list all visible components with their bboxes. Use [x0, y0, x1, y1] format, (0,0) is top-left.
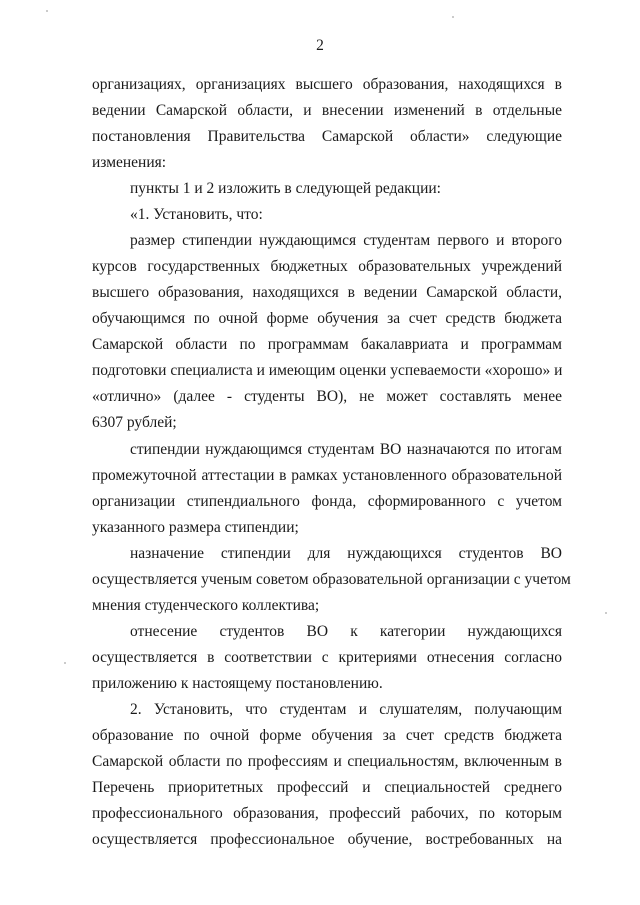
text-line: изменения: — [92, 154, 167, 171]
text-line: отнесение студентов ВО к категории нуждающихся — [130, 623, 562, 640]
text-line: приложению к настоящему постановлению. — [92, 675, 383, 692]
text-line: образование по очной форме обучения за счет средств бюджета — [92, 727, 562, 744]
text-line: 2. Установить, что студентам и слушателям, получающим — [130, 701, 562, 718]
scan-speck — [605, 612, 607, 614]
text-line: Самарской области по профессиям и специальностям, включенным в — [92, 753, 562, 770]
text-line: 6307 рублей; — [92, 414, 177, 431]
text-line: организации стипендиального фонда, сформированного с учетом — [92, 493, 562, 510]
text-line: «отлично» (далее - студенты ВО), не может составлять менее — [92, 388, 562, 405]
text-line: постановления Правительства Самарской области» следующие — [92, 128, 562, 145]
text-line: осуществляется профессиональное обучение, востребованных на — [92, 831, 562, 848]
text-line: организациях, организациях высшего образования, находящихся в — [92, 76, 562, 93]
text-line: обучающимся по очной форме обучения за счет средств бюджета — [92, 310, 562, 327]
text-line: назначение стипендии для нуждающихся студентов ВО — [130, 545, 562, 562]
text-line: «1. Установить, что: — [130, 206, 263, 223]
text-line: высшего образования, находящихся в ведении Самарской области, — [92, 284, 562, 301]
text-line: промежуточной аттестации в рамках установленного образовательной — [92, 467, 562, 484]
text-line: размер стипендии нуждающимся студентам первого и второго — [130, 232, 562, 249]
text-line: профессионального образования, профессий рабочих, по которым — [92, 805, 562, 822]
text-line: стипендии нуждающимся студентам ВО назначаются по итогам — [130, 441, 562, 458]
scan-speck — [46, 10, 48, 12]
text-line: пункты 1 и 2 изложить в следующей редакции: — [130, 180, 441, 197]
text-line: мнения студенческого коллектива; — [92, 597, 320, 614]
text-line: осуществляется в соответствии с критериями отнесения согласно — [92, 649, 562, 666]
text-line: ведении Самарской области, и внесении изменений в отдельные — [92, 102, 562, 119]
text-line: Самарской области по программам бакалавриата и программам — [92, 336, 562, 353]
text-line: Перечень приоритетных профессий и специальностей среднего — [92, 779, 562, 796]
text-line: указанного размера стипендии; — [92, 519, 299, 536]
page-number: 2 — [316, 37, 324, 54]
scan-speck — [452, 16, 454, 18]
scan-speck — [64, 662, 66, 664]
text-line: подготовки специалиста и имеющим оценки успеваемости «хорошо» и — [92, 362, 563, 379]
text-line: курсов государственных бюджетных образовательных учреждений — [92, 258, 562, 275]
text-line: осуществляется ученым советом образовательной организации с учетом — [92, 571, 571, 588]
